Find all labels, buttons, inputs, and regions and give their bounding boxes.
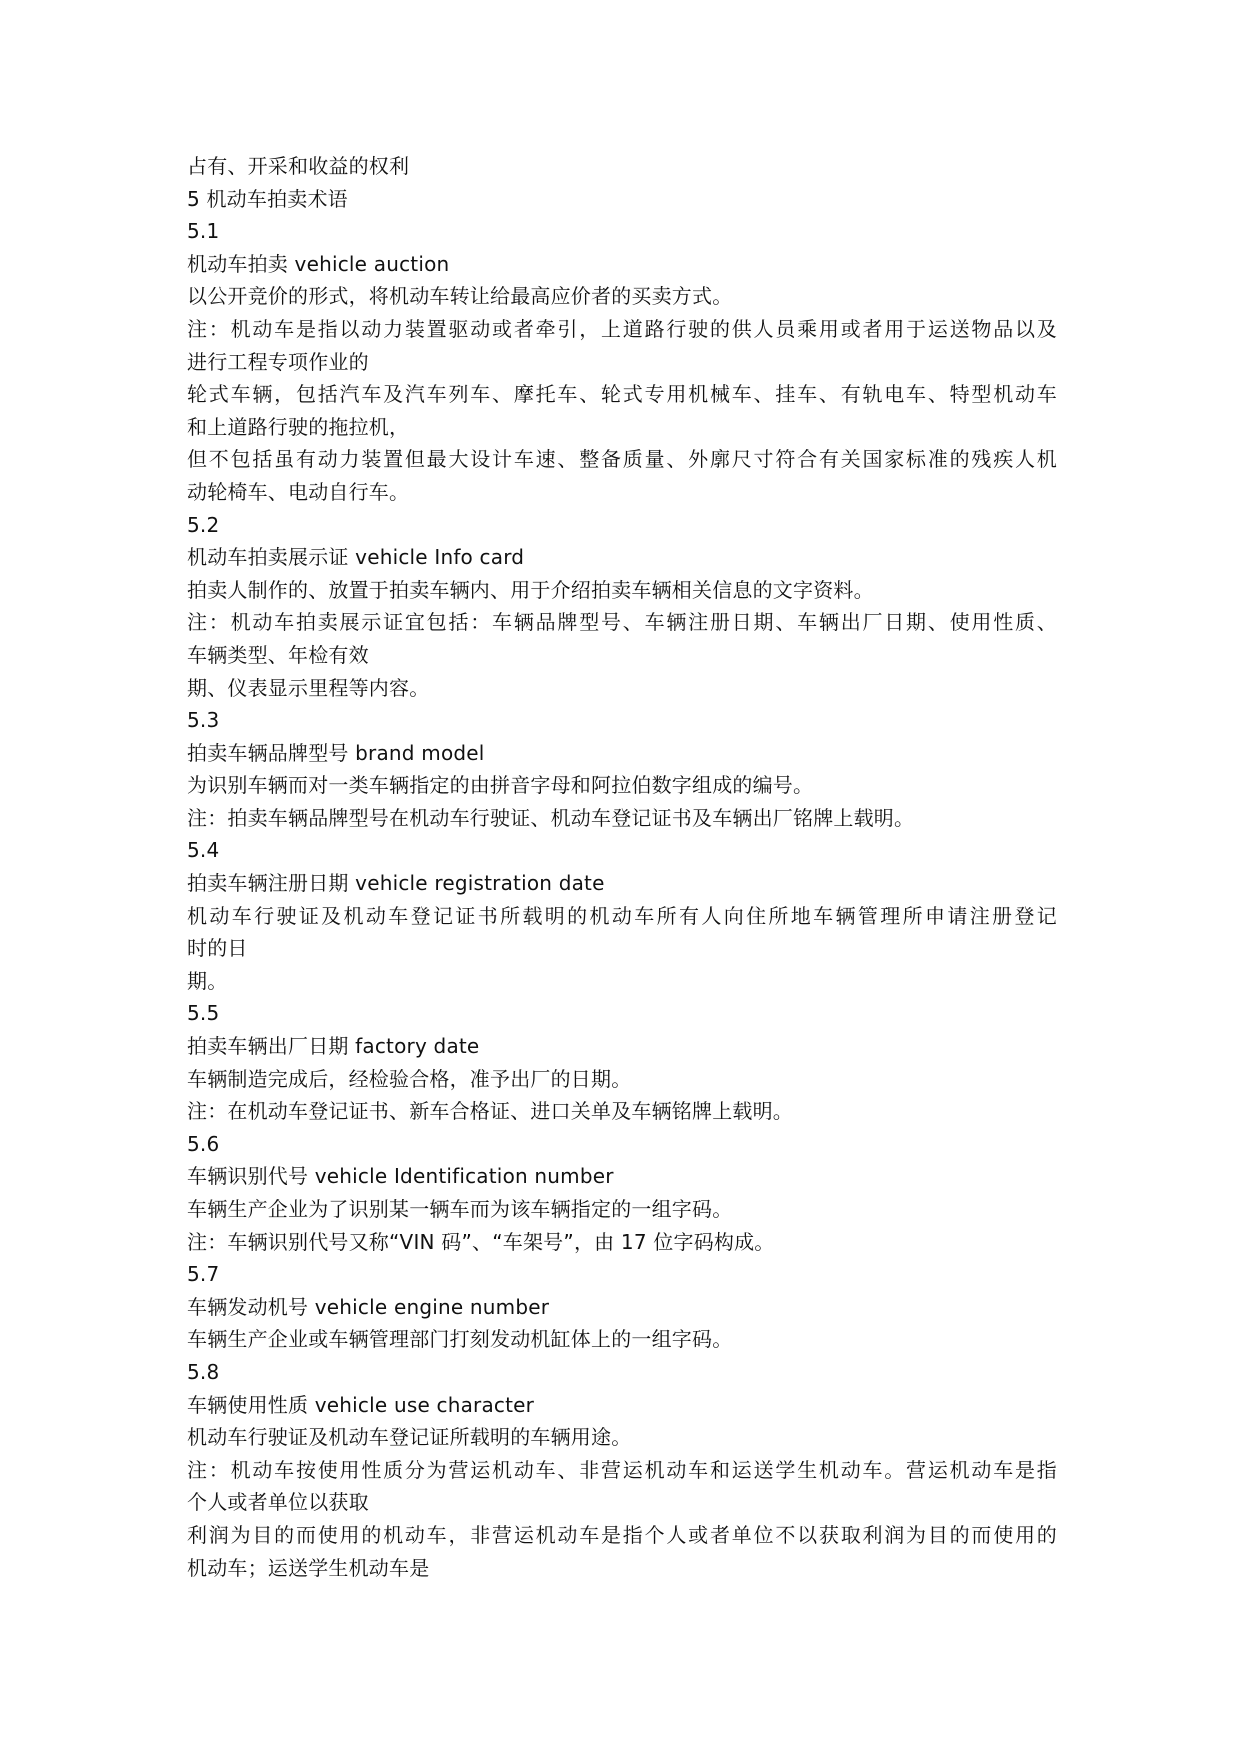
text-line: 机动车；运送学生机动车是: [187, 1555, 430, 1580]
text-line: 5.8: [187, 1359, 220, 1384]
text-line: 拍卖人制作的、放置于拍卖车辆内、用于介绍拍卖车辆相关信息的文字资料。: [187, 577, 874, 602]
text-line: 5 机动车拍卖术语: [187, 186, 348, 211]
text-line: 5.6: [187, 1131, 220, 1156]
text-line: 轮式车辆，包括汽车及汽车列车、摩托车、轮式专用机械车、挂车、有轨电车、特型机动车: [187, 382, 1057, 407]
text-line: 5.1: [187, 219, 220, 244]
text-line: 动轮椅车、电动自行车。: [187, 479, 410, 504]
text-line: 以公开竞价的形式，将机动车转让给最高应价者的买卖方式。: [187, 284, 733, 309]
text-line: 车辆制造完成后，经检验合格，准予出厂的日期。: [187, 1066, 632, 1091]
text-line: 注：在机动车登记证书、新车合格证、进口关单及车辆铭牌上载明。: [187, 1099, 793, 1124]
text-line: 占有、开采和收益的权利: [187, 154, 410, 178]
text-line: 5.2: [187, 512, 220, 537]
text-line: 5.5: [187, 1001, 220, 1026]
text-line: 车辆类型、年检有效: [187, 642, 369, 667]
text-line: 注：机动车按使用性质分为营运机动车、非营运机动车和运送学生机动车。营运机动车是指: [187, 1457, 1057, 1482]
text-line: 机动车拍卖 vehicle auction: [187, 251, 450, 276]
text-line: 车辆生产企业为了识别某一辆车而为该车辆指定的一组字码。: [187, 1197, 733, 1221]
text-line: 拍卖车辆品牌型号 brand model: [187, 740, 485, 765]
text-line: 个人或者单位以获取: [187, 1490, 369, 1515]
text-line: 车辆识别代号 vehicle Identification number: [187, 1164, 614, 1189]
text-line: 利润为目的而使用的机动车，非营运机动车是指个人或者单位不以获取利润为目的而使用的: [187, 1522, 1057, 1547]
text-line: 车辆发动机号 vehicle engine number: [187, 1294, 550, 1319]
text-line: 车辆生产企业或车辆管理部门打刻发动机缸体上的一组字码。: [187, 1327, 733, 1352]
text-line: 拍卖车辆出厂日期 factory date: [187, 1034, 480, 1059]
text-line: 机动车行驶证及机动车登记证所载明的车辆用途。: [187, 1425, 632, 1450]
text-line: 期、仪表显示里程等内容。: [187, 675, 430, 700]
text-line: 车辆使用性质 vehicle use character: [187, 1392, 535, 1417]
text-line: 机动车拍卖展示证 vehicle Info card: [187, 545, 525, 570]
text-line: 注：机动车是指以动力装置驱动或者牵引，上道路行驶的供人员乘用或者用于运送物品以及: [187, 316, 1057, 341]
text-line: 5.7: [187, 1262, 220, 1287]
text-line: 但不包括虽有动力装置但最大设计车速、整备质量、外廓尺寸符合有关国家标准的残疾人机: [187, 447, 1057, 472]
text-line: 注：机动车拍卖展示证宜包括：车辆品牌型号、车辆注册日期、车辆出厂日期、使用性质、: [187, 610, 1057, 635]
text-line: 为识别车辆而对一类车辆指定的由拼音字母和阿拉伯数字组成的编号。: [187, 773, 814, 798]
text-line: 期。: [187, 968, 228, 993]
text-line: 注：拍卖车辆品牌型号在机动车行驶证、机动车登记证书及车辆出厂铭牌上载明。: [187, 805, 915, 830]
text-line: 注：车辆识别代号又称“VIN 码”、“车架号”，由 17 位字码构成。: [187, 1229, 775, 1254]
text-line: 5.4: [187, 838, 220, 863]
text-line: 时的日: [187, 936, 248, 961]
text-line: 和上道路行驶的拖拉机，: [187, 414, 410, 439]
document-page: [187, 150, 1057, 1584]
text-line: 进行工程专项作业的: [187, 349, 369, 374]
text-line: 5.3: [187, 708, 220, 733]
text-line: 机动车行驶证及机动车登记证书所载明的机动车所有人向住所地车辆管理所申请注册登记: [187, 903, 1057, 928]
text-line: 拍卖车辆注册日期 vehicle registration date: [187, 871, 605, 896]
